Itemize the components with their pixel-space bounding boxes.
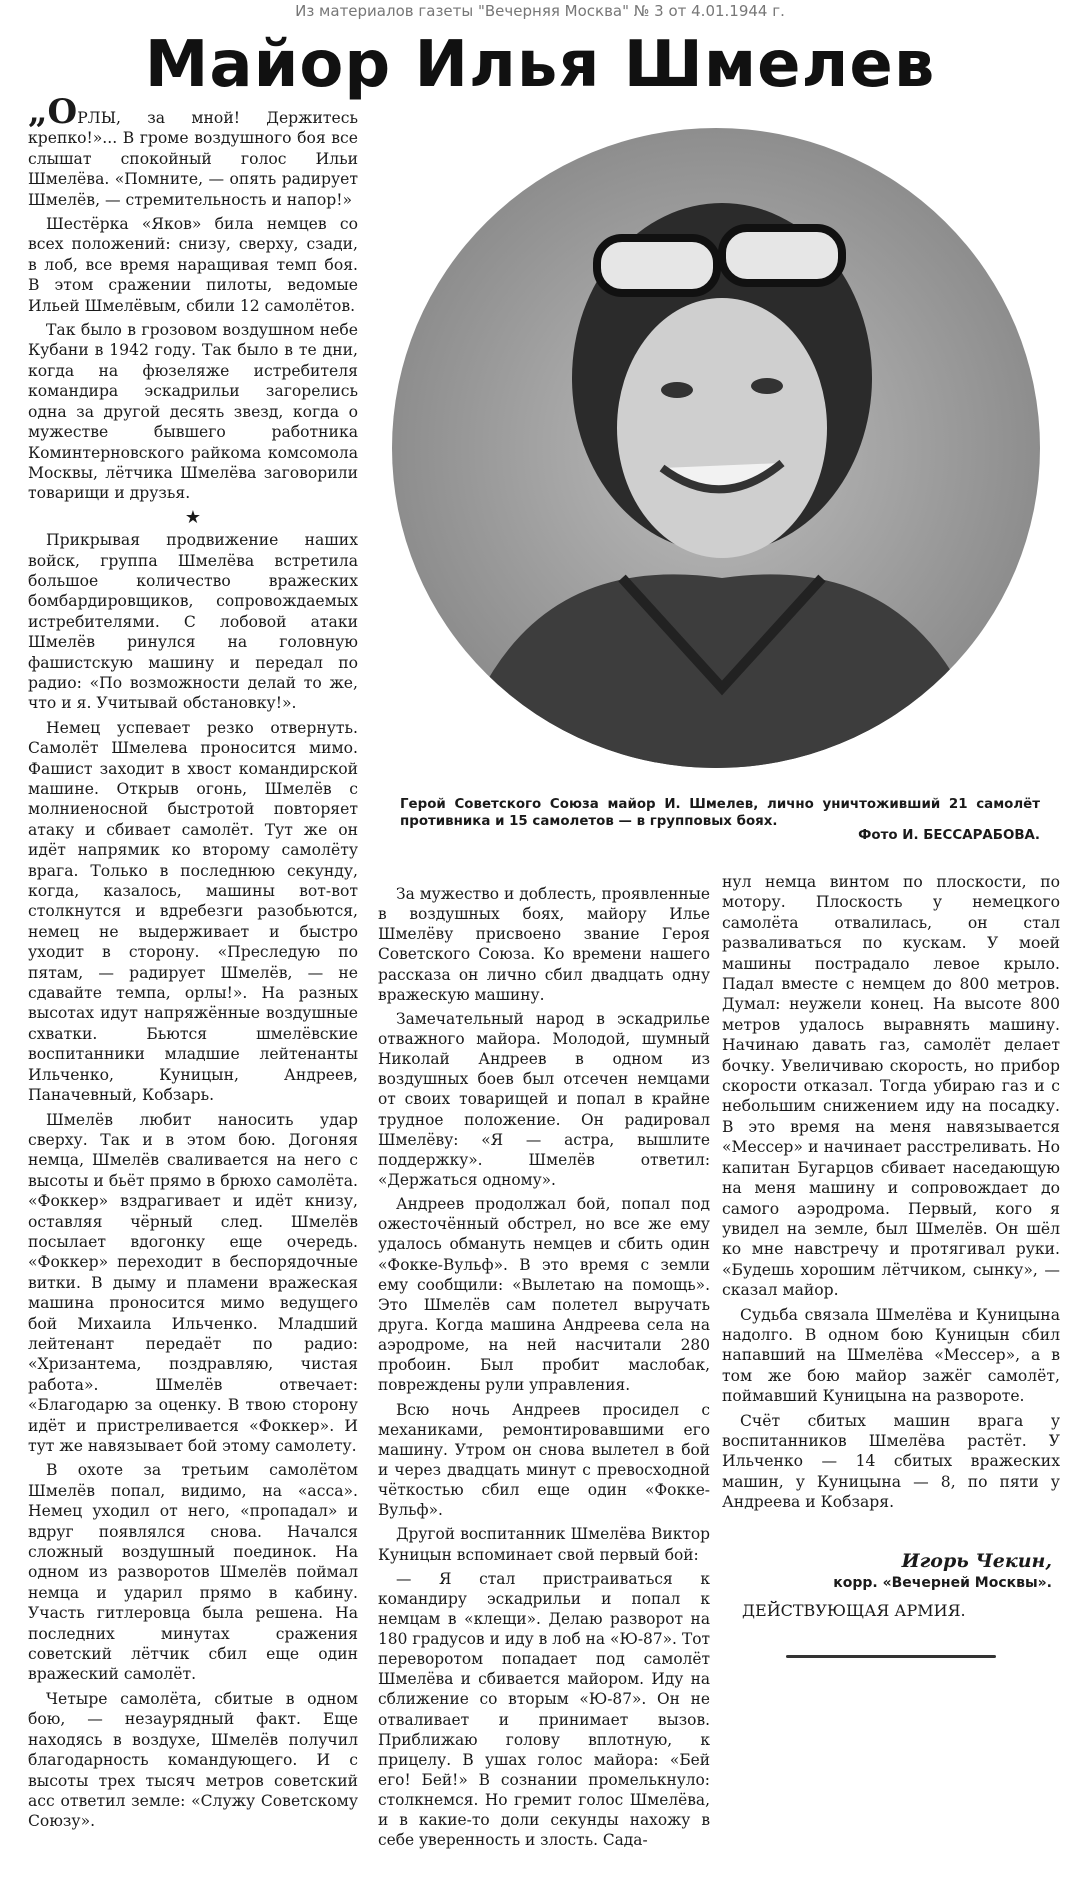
paragraph: В охоте за третьим самолётом Шмелёв попал, видимо, на «асса». Немец уходил от него, «пропадал» и вдруг появлялся снова. Начался сложный воздушный поединок. На одном из разворотов Шмелёв поймал немца и ударил прямо в кабину. Участь гитлеровца была решена. На последних минутах сражения советский лётчик сбил еще один вражеский самолёт. [28,1461,358,1684]
paragraph: Другой воспитанник Шмелёва Виктор Куницын вспоминает свой первый бой: [378,1525,710,1564]
headline: Майор Илья Шмелев [144,28,936,102]
pilot-portrait-drawing [392,128,1040,768]
paragraph: — Я стал пристраиваться к командиру эскадрильи и попал к немцам в «клещи». Делаю разворот на 180 градусов и иду в лоб на «Ю-87». Тот переворотом попадает под самолёт Шмелёва и сбивается майором. Иду на сближение со вторым «Ю-87». Он не отваливает и принимает вызов. Приближаю голову вплотную, к прицелу. В ушах голос майора: «Бей его! Бей!» В сознании промелькнуло: столкнемся. Но гремит голос Шмелёва, и в какие-то доли секунды нахожу в себе уверенность и злость. Сада- [378,1569,710,1850]
author-name: Игорь Чекин, [901,1549,1052,1572]
paragraph: Судьба связала Шмелёва и Куницына надолго. В одном бою Куницын сбил напавший на Шмелёва «Мессер», а в том же бою майор зажёг самолёт, поймавший Куницына на развороте. [722,1305,1060,1406]
article-column-1 [28,92,358,1892]
paragraph: Немец успевает резко отвернуть. Самолёт Шмелева проносится мимо. Фашист заходит в хвост командирской машине. Открыв огонь, Шмелёв с молниеносной быстротой повторяет атаку и сбивает самолёт. Тут же он идёт напрямик ко второму самолёту врага. Только в последнюю секунду, когда, казалось, машины вот-вот столкнутся и вдребезги разобьются, немец не выдерживает и быстро уходит в сторону. «Преследую по пятам, — радирует Шмелёв, — не сдавайте темпа, орлы!». На разных высотах идут напряжённые воздушные схватки. Бьются шмелёвские воспитанники младшие лейтенанты Ильченко, Куницын, Андреев, Паначевный, Кобзарь. [28,718,358,1105]
end-rule-divider [786,1655,996,1658]
author-role: корр. «Вечерней Москвы». [833,1574,1052,1591]
paragraph: Так было в грозовом воздушном небе Кубани в 1942 году. Так было в те дни, когда на фюзеляже истребителя командира эскадрильи загорелись одна за другой десять звезд, когда о мужестве бывшего работника Коминтерновского райкома комсомола Москвы, лётчика Шмелёва заговорили товарищи и друзья. [28,321,358,503]
paragraph: Шмелёв любит наносить удар сверху. Так и в этом бою. Догоняя немца, Шмелёв сваливается на него с высоты и бьёт прямо в брюхо самолёта. «Фоккер» вздрагивает и идёт книзу, оставляя чёрный след. Шмелёв посылает вдогонку еще очередь. «Фоккер» переходит в беспорядочные витки. В дыму и пламени вражеская машина проносится мимо ведущего бой Михаила Ильченко. Младший лейтенант передаёт по радио: «Хризантема, поздравляю, чистая работа». Шмелёв отвечает: «Благодарю за оценку. В твою сторону идёт и пристреливается «Фоккер». И тут же навязывает бой этому самолету. [28,1110,358,1455]
paragraph: „ОРЛЫ, за мной! Держитесь крепко!»... В громе воздушного боя все слышат спокойный голос Ильи Шмелёва. «Помните, — опять радирует Шмелёв, — стремительность и напор!» [28,92,358,209]
paragraph: Андреев продолжал бой, попал под ожесточённый обстрел, но все же ему удалось обмануть немцев и сбить один «Фокке-Вульф». В это время с земли ему сообщили: «Вылетаю на помощь». Это Шмелёв сам полетел выручать друга. Когда машина Андреева села на аэродроме, на ней насчитали 280 пробоин. Был пробит маслобак, повреждены рули управления. [378,1195,710,1395]
dateline-place: ДЕЙСТВУЮЩАЯ АРМИЯ. [742,1601,966,1620]
paragraph: Всю ночь Андреев просидел с механиками, ремонтировавшими его машину. Утром он снова вылетел в бой и через двадцать минут с превосходной чёткостью сбил еще один «Фокке-Вульф». [378,1400,710,1520]
paragraph: Счёт сбитых машин врага у воспитанников Шмелёва растёт. У Ильченко — 14 сбитых вражеских машин, у Куницына — 8, по пяти у Андреева и Кобзаря. [722,1411,1060,1512]
paragraph: За мужество и доблесть, проявленные в воздушных боях, майору Илье Шмелёву присвоено звание Героя Советского Союза. Ко времени нашего рассказа он лично сбил двадцать одну вражескую машину. [378,885,710,1004]
source-note: Из материалов газеты "Вечерняя Москва" № 3 от 4.01.1944 г. [295,2,785,20]
photo-credit: Фото И. БЕССАРАБОВА. [858,828,1040,843]
pilot-portrait-photo [392,128,1040,768]
paragraph: Прикрывая продвижение наших войск, группа Шмелёва встретила большое количество вражеских бомбардировщиков, сопровождаемых истребителями. С лобовой атаки Шмелёв ринулся на головную фашистскую машину и передал по радио: «По возможности делай то же, что и я. Учитывай обстановку!». [28,531,358,713]
article-column-3 [722,872,1060,1672]
paragraph: Замечательный народ в эскадрилье отважного майора. Молодой, шумный Николай Андреев в одном из воздушных боев был отсечен немцами от своих товарищей и попал в крайне трудное положение. Он радировал Шмелёву: «Я — астра, вышлите поддержку». Шмелёв ответил: «Держаться одному». [378,1009,710,1189]
paragraph: нул немца винтом по плоскости, по мотору. Плоскость у немецкого самолёта отвалилась, он стал разваливаться по кускам. У моей машины пострадало левое крыло. Падал вместе с немцем до 800 метров. Думал: неужели конец. На высоте 800 метров удалось выравнять машину. Начинаю давать газ, самолёт делает бочку. Увеличиваю скорость, но прибор скорости отказал. Тогда убираю газ и с небольшим снижением иду на посадку. В это время на меня навязывается «Мессер» и начинает расстреливать. Но капитан Бугарцов сбивает наседающую на меня машину и сопровождает до самого аэродрома. Первый, кого я увидел на земле, был Шмелёв. Он шёл ко мне навстречу и протягивал руки. «Будешь хорошим лётчиком, сынку», — сказал майор. [722,873,1060,1300]
photo-caption: Герой Советского Союза майор И. Шмелев, лично уничтоживший 21 самолёт противника и 15 самолетов — в групповых боях. [400,797,1040,829]
paragraph: Четыре самолёта, сбитые в одном бою, — незаурядный факт. Еще находясь в воздухе, Шмелёв получил благодарность командующего. И с высоты трех тысяч метров советский асс ответил земле: «Служу Советскому Союзу». [28,1689,358,1831]
author-signature [722,1549,1060,1622]
paragraph: Шестёрка «Яков» била немцев со всех положений: снизу, сверху, сзади, в лоб, все время наращивая темп боя. В этом сражении пилоты, ведомые Ильей Шмелёвым, сбили 12 самолётов. [28,215,358,315]
star-separator-icon: ★ [184,506,202,528]
article-column-2 [378,884,710,1894]
